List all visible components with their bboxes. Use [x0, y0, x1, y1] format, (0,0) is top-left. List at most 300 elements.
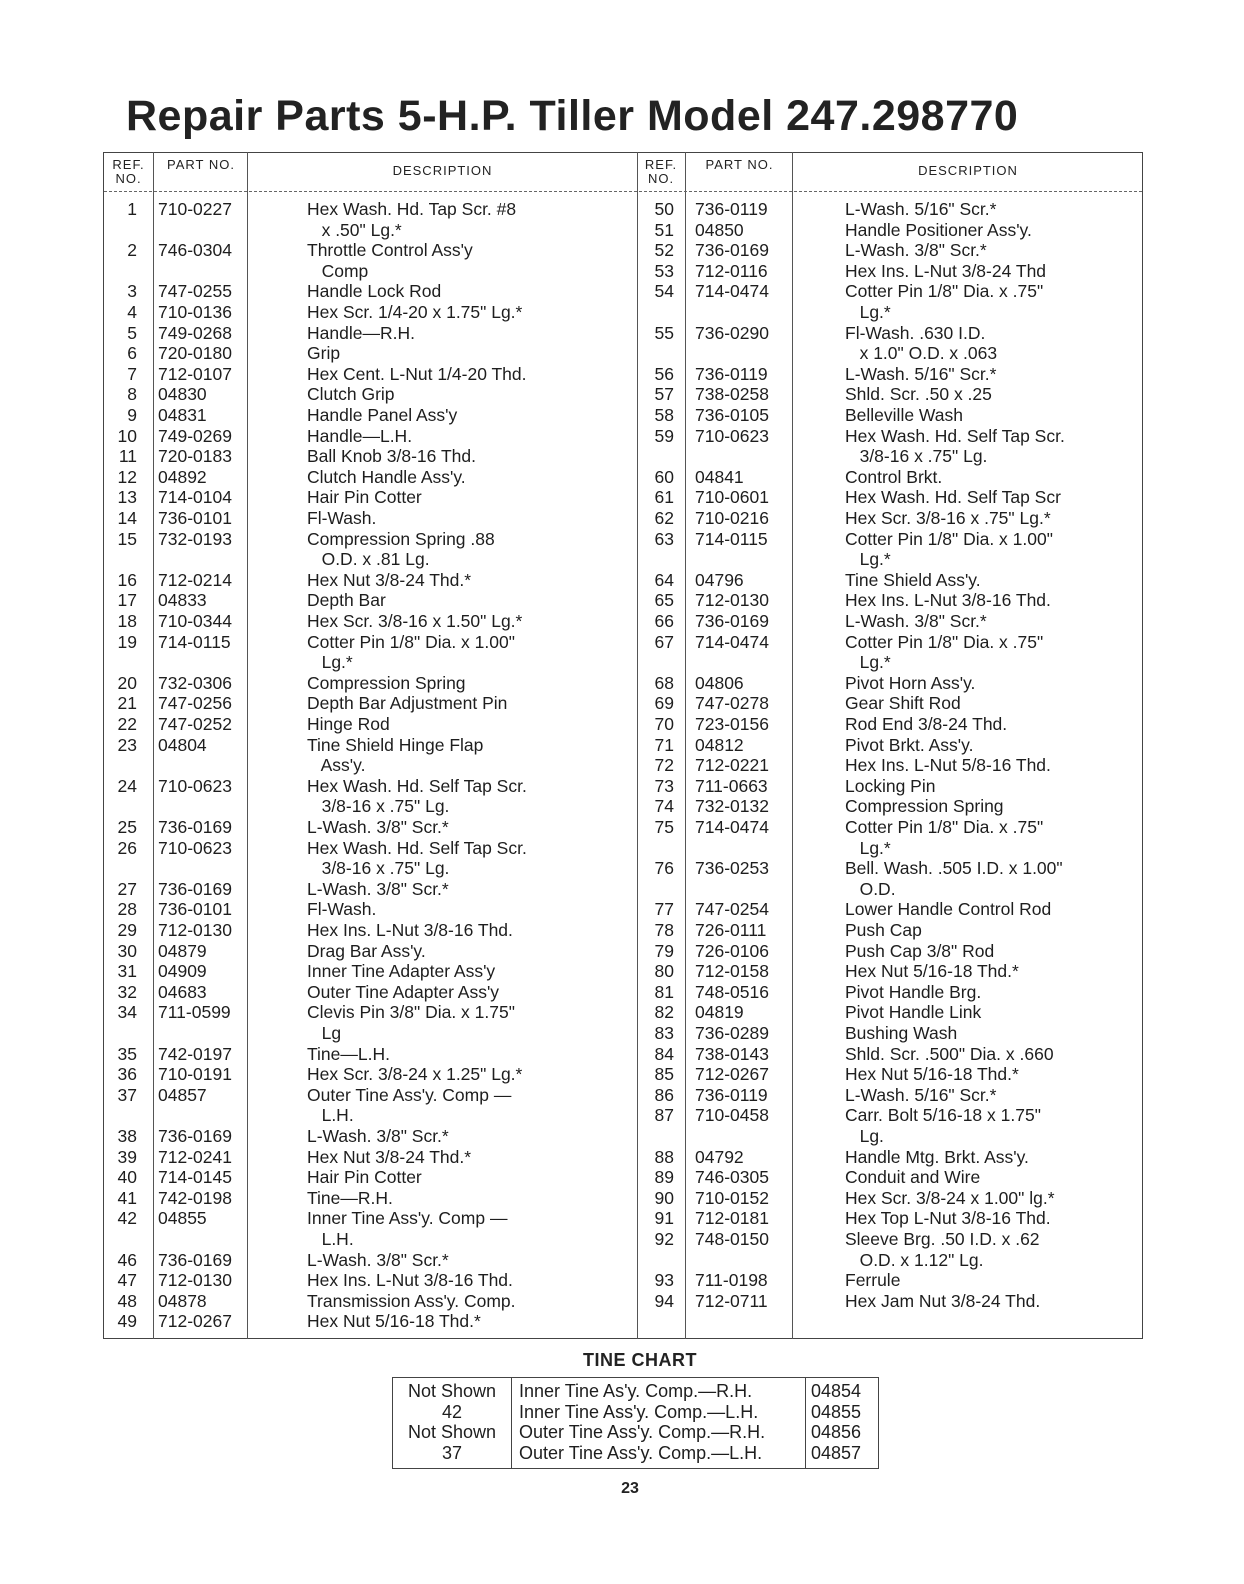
part-description: 3/8-16 x .75" Lg. [307, 796, 450, 817]
part-number: 04878 [158, 1290, 207, 1311]
ref-number: 16 [117, 569, 137, 590]
part-description: Pivot Brkt. Ass'y. [845, 734, 974, 755]
part-number: 748-0150 [695, 1229, 769, 1249]
part-description: Hex Top L-Nut 3/8-16 Thd. [845, 1208, 1051, 1229]
tine-chart-title: TINE CHART [583, 1350, 697, 1370]
part-number: 710-0458 [695, 1105, 769, 1126]
part-description: 3/8-16 x .75" Lg. [845, 446, 988, 467]
ref-number: 27 [117, 878, 137, 899]
ref-number: 63 [654, 528, 674, 549]
part-number: 714-0474 [695, 817, 769, 837]
part-description: Push Cap [845, 920, 922, 940]
ref-number: 13 [117, 487, 137, 508]
part-description: Fl-Wash. .630 I.D. [845, 322, 986, 343]
part-number: 04909 [158, 961, 207, 982]
part-description: Control Brkt. [845, 466, 943, 487]
header-part-right: PART NO. [705, 157, 774, 172]
ref-number: 70 [654, 714, 674, 734]
part-description: Pivot Horn Ass'y. [845, 672, 976, 693]
part-description: Depth Bar Adjustment Pin [307, 693, 508, 714]
part-description: Inner Tine Adapter Ass'y [307, 961, 496, 982]
part-number: 710-0136 [158, 302, 232, 322]
part-number: 714-0115 [158, 631, 231, 652]
part-number: 748-0516 [695, 981, 769, 1002]
part-description: L-Wash. 3/8" Scr.* [307, 878, 449, 899]
ref-number: 26 [117, 837, 137, 858]
part-number: 04812 [695, 734, 744, 755]
part-number: 04683 [158, 981, 207, 1002]
part-number: 736-0169 [158, 878, 232, 899]
part-number: 712-0130 [695, 590, 769, 611]
part-number: 736-0169 [695, 240, 769, 261]
part-description: Clevis Pin 3/8" Dia. x 1.75" [307, 1002, 515, 1023]
part-description: Lg.* [845, 549, 891, 570]
part-description: O.D. x 1.12" Lg. [845, 1249, 984, 1270]
part-number: 736-0169 [158, 1126, 232, 1146]
part-description: Pivot Handle Link [845, 1002, 982, 1023]
part-description: Fl-Wash. [307, 899, 377, 920]
ref-number: 71 [654, 734, 674, 755]
part-number: 747-0254 [695, 899, 769, 920]
ref-number: 4 [127, 302, 137, 322]
part-number: 736-0290 [695, 322, 769, 343]
part-number: 749-0269 [158, 425, 232, 446]
ref-number: 80 [654, 961, 674, 982]
part-description: Hex Ins. L-Nut 3/8-24 Thd [845, 260, 1047, 281]
part-description: L-Wash. 5/16" Scr.* [845, 199, 997, 219]
part-number: 711-0599 [158, 1002, 231, 1023]
part-description: O.D. x .81 Lg. [307, 549, 430, 570]
part-description: Tine Shield Hinge Flap [307, 734, 484, 755]
part-description: Hex Scr. 3/8-16 x 1.50" Lg.* [307, 611, 523, 631]
ref-number: 11 [118, 446, 137, 467]
ref-number: 72 [654, 755, 674, 776]
column-divider [637, 152, 638, 1339]
tine-part-number: 04856 [811, 1422, 862, 1443]
part-description: Clutch Handle Ass'y. [307, 466, 466, 487]
ref-number: 28 [117, 899, 137, 920]
ref-number: 19 [117, 631, 137, 652]
part-number: 04831 [158, 405, 207, 425]
part-description: Outer Tine Ass'y. Comp — [307, 1084, 512, 1105]
part-number: 736-0169 [695, 611, 769, 631]
part-number: 732-0132 [695, 796, 769, 817]
tine-ref: Not Shown [407, 1381, 497, 1401]
ref-number: 31 [117, 961, 137, 982]
part-number: 710-0227 [158, 199, 232, 219]
part-number: 747-0252 [158, 714, 232, 734]
part-description: Handle Positioner Ass'y. [845, 219, 1032, 240]
part-description: Cotter Pin 1/8" Dia. x .75" [845, 817, 1044, 837]
column-divider [247, 152, 248, 1339]
ref-number: 94 [654, 1290, 674, 1311]
part-description: Tine—L.H. [307, 1043, 390, 1064]
part-description: Handle Mtg. Brkt. Ass'y. [845, 1146, 1029, 1167]
ref-number: 55 [654, 322, 674, 343]
ref-number: 10 [117, 425, 137, 446]
ref-number: 24 [117, 775, 137, 796]
part-number: 736-0119 [695, 1084, 768, 1105]
part-description: Push Cap 3/8" Rod [845, 940, 995, 961]
header-part-left: PART NO. [167, 157, 235, 172]
part-number: 710-0623 [158, 775, 232, 796]
part-number: 747-0278 [695, 693, 769, 714]
part-number: 712-0267 [158, 1311, 232, 1332]
part-number: 747-0256 [158, 693, 232, 714]
part-description: Grip [307, 343, 341, 364]
part-number: 714-0104 [158, 487, 232, 508]
ref-number: 84 [654, 1043, 674, 1064]
part-description: Locking Pin [845, 775, 936, 796]
part-description: Drag Bar Ass'y. [307, 940, 426, 961]
tine-ref: 42 [441, 1401, 463, 1422]
part-description: Compression Spring [845, 796, 1004, 817]
ref-number: 86 [654, 1084, 674, 1105]
ref-number: 91 [654, 1208, 674, 1229]
part-description: Hex Nut 5/16-18 Thd.* [845, 1064, 1019, 1085]
part-number: 736-0169 [158, 817, 232, 837]
ref-number: 52 [654, 240, 674, 261]
ref-number: 39 [117, 1146, 137, 1167]
part-description: Handle Panel Ass'y [307, 405, 458, 425]
part-description: x .50" Lg.* [307, 219, 402, 240]
part-description: Hex Scr. 3/8-24 x 1.25" Lg.* [307, 1064, 523, 1085]
ref-number: 60 [654, 466, 674, 487]
ref-number: 74 [654, 796, 674, 817]
part-number: 712-0116 [695, 260, 768, 281]
ref-number: 79 [654, 940, 674, 961]
part-number: 712-0711 [695, 1290, 768, 1311]
part-number: 714-0115 [695, 528, 768, 549]
part-description: Pivot Handle Brg. [845, 981, 982, 1002]
part-description: 3/8-16 x .75" Lg. [307, 858, 450, 879]
part-number: 04855 [158, 1208, 207, 1229]
ref-number: 68 [654, 672, 674, 693]
part-description: Transmission Ass'y. Comp. [307, 1290, 516, 1311]
part-description: Hair Pin Cotter [307, 487, 422, 508]
part-description: Bushing Wash [845, 1023, 958, 1043]
part-number: 04892 [158, 466, 207, 487]
part-description: Hex Ins. L-Nut 3/8-16 Thd. [307, 1270, 513, 1291]
part-description: L-Wash. 5/16" Scr.* [845, 363, 997, 384]
part-number: 714-0474 [695, 281, 769, 302]
part-description: Hex Nut 3/8-24 Thd.* [307, 569, 472, 590]
tine-part-number: 04857 [811, 1442, 862, 1463]
part-number: 742-0197 [158, 1043, 232, 1064]
ref-number: 85 [654, 1064, 674, 1085]
part-description: Shld. Scr. .500" Dia. x .660 [845, 1043, 1054, 1064]
part-description: Lg.* [307, 652, 353, 673]
part-description: Cotter Pin 1/8" Dia. x 1.00" [845, 528, 1053, 549]
part-description: Clutch Grip [307, 384, 395, 405]
part-number: 723-0156 [695, 714, 769, 734]
part-description: Belleville Wash [845, 405, 964, 425]
part-description: Handle—R.H. [307, 322, 415, 343]
ref-number: 83 [654, 1023, 674, 1043]
part-description: Outer Tine Adapter Ass'y [307, 981, 500, 1002]
part-description: Rod End 3/8-24 Thd. [845, 714, 1008, 734]
ref-number: 81 [654, 981, 674, 1002]
column-divider [511, 1378, 512, 1468]
ref-number: 54 [654, 281, 674, 302]
part-number: 710-0601 [695, 487, 769, 508]
ref-number: 1 [127, 199, 137, 219]
part-number: 710-0152 [695, 1187, 769, 1208]
part-description: Gear Shift Rod [845, 693, 961, 714]
ref-number: 89 [654, 1167, 674, 1188]
ref-number: 66 [654, 611, 674, 631]
ref-number: 41 [117, 1187, 137, 1208]
tine-description: Outer Tine Ass'y. Comp.—L.H. [519, 1442, 763, 1463]
ref-number: 8 [127, 384, 137, 405]
part-number: 712-0221 [695, 755, 769, 776]
part-description: Hex Wash. Hd. Tap Scr. #8 [307, 199, 517, 219]
header-ref-right: REF. NO. [644, 157, 678, 186]
part-description: Carr. Bolt 5/16-18 x 1.75" [845, 1105, 1041, 1126]
part-number: 711-0198 [695, 1270, 768, 1291]
tine-ref: 37 [441, 1442, 463, 1463]
part-number: 732-0306 [158, 672, 232, 693]
ref-number: 67 [654, 631, 674, 652]
ref-number: 40 [117, 1167, 137, 1188]
part-number: 747-0255 [158, 281, 232, 302]
part-number: 711-0663 [695, 775, 768, 796]
ref-number: 58 [654, 405, 674, 425]
part-description: Lg [307, 1023, 342, 1043]
part-number: 04830 [158, 384, 207, 405]
ref-number: 35 [117, 1043, 137, 1064]
ref-number: 92 [654, 1229, 674, 1249]
ref-number: 32 [117, 981, 137, 1002]
part-number: 714-0145 [158, 1167, 232, 1188]
part-number: 04792 [695, 1146, 744, 1167]
part-description: L-Wash. 3/8" Scr.* [307, 1249, 449, 1270]
tine-part-number: 04854 [811, 1381, 862, 1401]
part-description: L-Wash. 3/8" Scr.* [307, 1126, 449, 1146]
part-description: Cotter Pin 1/8" Dia. x .75" [845, 631, 1044, 652]
part-description: Lg.* [845, 302, 891, 322]
part-number: 738-0258 [695, 384, 769, 405]
part-number: 742-0198 [158, 1187, 232, 1208]
part-description: Depth Bar [307, 590, 386, 611]
ref-number: 61 [654, 487, 674, 508]
part-description: Lg.* [845, 837, 891, 858]
part-description: Throttle Control Ass'y [307, 240, 473, 261]
part-number: 04833 [158, 590, 207, 611]
part-number: 736-0119 [695, 199, 768, 219]
part-description: Hex Scr. 1/4-20 x 1.75" Lg.* [307, 302, 523, 322]
ref-number: 30 [117, 940, 137, 961]
part-number: 710-0191 [158, 1064, 232, 1085]
part-number: 749-0268 [158, 322, 232, 343]
ref-number: 21 [117, 693, 137, 714]
part-number: 712-0130 [158, 920, 232, 940]
part-number: 04857 [158, 1084, 207, 1105]
part-number: 736-0101 [158, 899, 232, 920]
part-description: Ass'y. [307, 755, 366, 776]
ref-number: 47 [117, 1270, 137, 1291]
part-number: 712-0181 [695, 1208, 769, 1229]
ref-number: 15 [117, 528, 137, 549]
part-description: Hex Jam Nut 3/8-24 Thd. [845, 1290, 1041, 1311]
ref-number: 20 [117, 672, 137, 693]
part-number: 04841 [695, 466, 744, 487]
part-description: Hex Wash. Hd. Self Tap Scr. [307, 775, 527, 796]
ref-number: 65 [654, 590, 674, 611]
ref-number: 82 [654, 1002, 674, 1023]
part-description: Hex Nut 5/16-18 Thd.* [307, 1311, 481, 1332]
ref-number: 56 [654, 363, 674, 384]
ref-number: 53 [654, 260, 674, 281]
part-number: 714-0474 [695, 631, 769, 652]
part-number: 04819 [695, 1002, 744, 1023]
part-number: 712-0130 [158, 1270, 232, 1291]
part-description: Tine Shield Ass'y. [845, 569, 981, 590]
part-description: Ferrule [845, 1270, 901, 1291]
ref-number: 36 [117, 1064, 137, 1085]
ref-number: 48 [117, 1290, 137, 1311]
part-description: Hex Ins. L-Nut 3/8-16 Thd. [845, 590, 1051, 611]
header-desc-right: DESCRIPTION [918, 163, 1018, 178]
part-description: Handle Lock Rod [307, 281, 442, 302]
ref-number: 87 [654, 1105, 674, 1126]
part-number: 736-0119 [695, 363, 768, 384]
part-number: 726-0111 [695, 920, 767, 940]
part-description: Hex Ins. L-Nut 3/8-16 Thd. [307, 920, 513, 940]
part-description: L-Wash. 3/8" Scr.* [845, 611, 987, 631]
column-divider [153, 152, 154, 1339]
part-description: Hinge Rod [307, 714, 390, 734]
part-number: 746-0304 [158, 240, 232, 261]
header-divider [104, 191, 1142, 192]
part-description: Lg.* [845, 652, 891, 673]
ref-number: 93 [654, 1270, 674, 1291]
ref-number: 88 [654, 1146, 674, 1167]
part-number: 736-0105 [695, 405, 769, 425]
header-ref-left: REF. NO. [112, 157, 145, 186]
ref-number: 29 [117, 920, 137, 940]
ref-number: 42 [117, 1208, 137, 1229]
part-description: Cotter Pin 1/8" Dia. x 1.00" [307, 631, 515, 652]
ref-number: 37 [117, 1084, 137, 1105]
part-description: Tine—R.H. [307, 1187, 393, 1208]
part-number: 04879 [158, 940, 207, 961]
tine-ref: Not Shown [407, 1422, 497, 1443]
ref-number: 50 [654, 199, 674, 219]
ref-number: 75 [654, 817, 674, 837]
page-number: 23 [621, 1480, 639, 1497]
ref-number: 62 [654, 508, 674, 528]
ref-number: 76 [654, 858, 674, 879]
part-number: 04850 [695, 219, 744, 240]
part-description: L-Wash. 3/8" Scr.* [307, 817, 449, 837]
part-number: 732-0193 [158, 528, 232, 549]
ref-number: 6 [127, 343, 137, 364]
column-divider [792, 152, 793, 1339]
ref-number: 22 [117, 714, 137, 734]
part-description: Hex Wash. Hd. Self Tap Scr [845, 487, 1061, 508]
part-number: 736-0169 [158, 1249, 232, 1270]
part-description: Hex Wash. Hd. Self Tap Scr. [307, 837, 527, 858]
part-number: 738-0143 [695, 1043, 769, 1064]
ref-number: 46 [117, 1249, 137, 1270]
part-description: Compression Spring .88 [307, 528, 495, 549]
column-divider [685, 152, 686, 1339]
ref-number: 23 [117, 734, 137, 755]
part-number: 736-0101 [158, 508, 232, 528]
header-desc-left: DESCRIPTION [392, 163, 493, 178]
ref-number: 7 [127, 363, 137, 384]
ref-number: 64 [654, 569, 674, 590]
part-description: Comp [307, 260, 369, 281]
ref-number: 18 [117, 611, 137, 631]
part-number: 710-0344 [158, 611, 232, 631]
tine-chart-table [392, 1377, 879, 1469]
ref-number: 3 [127, 281, 137, 302]
part-description: L.H. [307, 1105, 354, 1126]
part-number: 712-0107 [158, 363, 232, 384]
part-description: Hex Ins. L-Nut 5/8-16 Thd. [845, 755, 1051, 776]
column-divider [805, 1378, 806, 1468]
part-description: Shld. Scr. .50 x .25 [845, 384, 992, 405]
part-description: Bell. Wash. .505 I.D. x 1.00" [845, 858, 1063, 879]
ref-number: 59 [654, 425, 674, 446]
part-description: Lower Handle Control Rod [845, 899, 1052, 920]
ref-number: 25 [117, 817, 137, 837]
part-description: Hex Nut 3/8-24 Thd.* [307, 1146, 472, 1167]
part-number: 712-0267 [695, 1064, 769, 1085]
part-number: 04806 [695, 672, 744, 693]
part-number: 746-0305 [695, 1167, 769, 1188]
part-description: Hair Pin Cotter [307, 1167, 422, 1188]
part-description: Lg. [845, 1126, 884, 1146]
tine-description: Inner Tine As'y. Comp.—R.H. [519, 1381, 753, 1401]
part-description: Handle—L.H. [307, 425, 413, 446]
part-description: Compression Spring [307, 672, 466, 693]
part-description: Hex Scr. 3/8-24 x 1.00" lg.* [845, 1187, 1055, 1208]
ref-number: 73 [654, 775, 674, 796]
ref-number: 34 [117, 1002, 137, 1023]
part-description: L-Wash. 3/8" Scr.* [845, 240, 987, 261]
part-number: 736-0253 [695, 858, 769, 879]
tine-description: Inner Tine Ass'y. Comp.—L.H. [519, 1401, 759, 1422]
part-description: Hex Wash. Hd. Self Tap Scr. [845, 425, 1065, 446]
part-number: 04804 [158, 734, 207, 755]
ref-number: 17 [117, 590, 137, 611]
part-number: 04796 [695, 569, 744, 590]
ref-number: 9 [127, 405, 137, 425]
ref-number: 77 [654, 899, 674, 920]
ref-number: 90 [654, 1187, 674, 1208]
part-description: L.H. [307, 1229, 354, 1249]
ref-number: 51 [654, 219, 674, 240]
part-description: Ball Knob 3/8-16 Thd. [307, 446, 476, 467]
part-description: x 1.0" O.D. x .063 [845, 343, 998, 364]
part-description: L-Wash. 5/16" Scr.* [845, 1084, 997, 1105]
part-description: Inner Tine Ass'y. Comp — [307, 1208, 508, 1229]
part-number: 712-0158 [695, 961, 769, 982]
ref-number: 2 [127, 240, 137, 261]
tine-part-number: 04855 [811, 1401, 862, 1422]
ref-number: 38 [117, 1126, 137, 1146]
part-number: 710-0623 [695, 425, 769, 446]
tine-description: Outer Tine Ass'y. Comp.—R.H. [519, 1422, 766, 1443]
part-description: O.D. [845, 878, 896, 899]
ref-number: 78 [654, 920, 674, 940]
part-description: Fl-Wash. [307, 508, 377, 528]
part-description: Cotter Pin 1/8" Dia. x .75" [845, 281, 1044, 302]
part-number: 712-0214 [158, 569, 232, 590]
